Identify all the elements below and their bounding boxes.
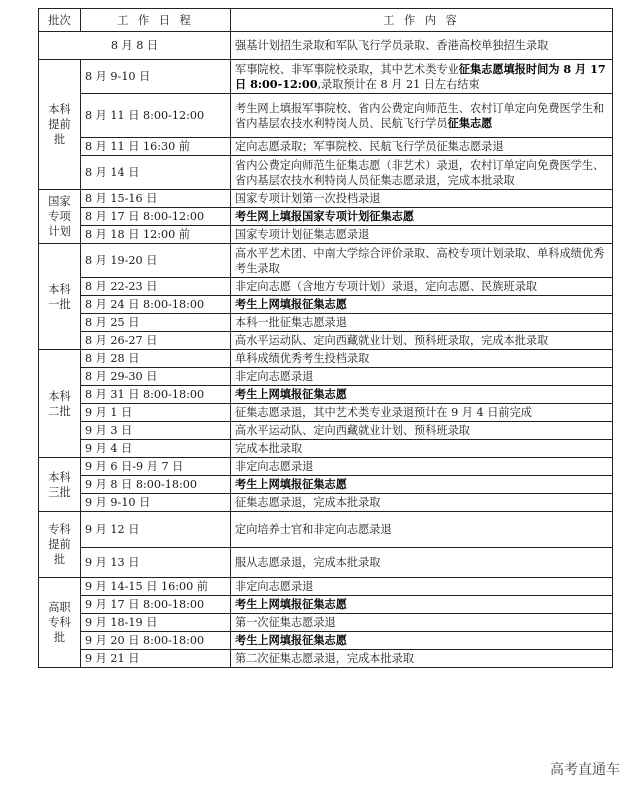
schedule-date: 8 月 24 日 8:00-18:00 [81, 296, 231, 314]
work-content [231, 208, 613, 226]
work-content: 完成本批录取 [231, 440, 613, 458]
schedule-row [39, 386, 613, 404]
schedule-row [39, 60, 613, 94]
schedule-row [39, 458, 613, 476]
schedule-date: 8 月 11 日 16:30 前 [81, 138, 231, 156]
schedule-date: 9 月 8 日 8:00-18:00 [81, 476, 231, 494]
work-content: 高水平运动队、定向西藏就业计划、预科班录取，完成本批录取 [231, 332, 613, 350]
schedule-date: 9 月 4 日 [81, 440, 231, 458]
schedule-date: 8 月 9-10 日 [81, 60, 231, 94]
schedule-row [39, 632, 613, 650]
content-bold-segment: 征集志愿 [447, 115, 493, 130]
work-content [231, 596, 613, 614]
work-content: 非定向志愿录退 [231, 368, 613, 386]
batch-label: 本科一批 [39, 244, 81, 350]
schedule-date: 8 月 26-27 日 [81, 332, 231, 350]
work-content: 国家专项计划第一次投档录退 [231, 190, 613, 208]
work-content: 本科一批征集志愿录退 [231, 314, 613, 332]
content-bold-segment: 考生上网填报征集志愿 [235, 477, 347, 491]
work-content: 高水平艺术团、中南大学综合评价录取、高校专项计划录取、单科成绩优秀考生录取 [231, 244, 613, 278]
schedule-row [39, 208, 613, 226]
batch-label: 国家专项计划 [39, 190, 81, 244]
schedule-row [39, 244, 613, 278]
work-content: 高水平运动队、定向西藏就业计划、预科班录取 [231, 422, 613, 440]
work-content: 征集志愿录退，其中艺术类专业录退预计在 9 月 4 日前完成 [231, 404, 613, 422]
work-content: 非定向志愿录退 [231, 578, 613, 596]
schedule-row [39, 278, 613, 296]
schedule-date: 9 月 18-19 日 [81, 614, 231, 632]
work-content: 定向志愿录取；军事院校、民航飞行学员征集志愿录退 [231, 138, 613, 156]
schedule-date: 8 月 17 日 8:00-12:00 [81, 208, 231, 226]
schedule-date: 8 月 22-23 日 [81, 278, 231, 296]
work-content: 第二次征集志愿录退，完成本批录取 [231, 650, 613, 668]
schedule-row [39, 156, 613, 190]
work-content: 定向培养士官和非定向志愿录退 [231, 512, 613, 548]
schedule-row [39, 548, 613, 578]
header-schedule: 工 作 日 程 [81, 9, 231, 32]
content-segment: 军事院校、非军事院校录取，其中艺术类专业 [235, 62, 459, 76]
schedule-date: 8 月 8 日 [39, 32, 231, 60]
work-content [231, 296, 613, 314]
work-content: 单科成绩优秀考生投档录取 [231, 350, 613, 368]
content-bold-segment: 征集志愿填报时间为 8 月 17 日 8:00-12:00 [235, 61, 606, 91]
work-content [231, 632, 613, 650]
batch-label: 本科二批 [39, 350, 81, 458]
header-row [39, 9, 613, 32]
schedule-date: 8 月 14 日 [81, 156, 231, 190]
schedule-row [39, 368, 613, 386]
schedule-row [39, 650, 613, 668]
schedule-date: 9 月 21 日 [81, 650, 231, 668]
schedule-row [39, 614, 613, 632]
schedule-row [39, 226, 613, 244]
batch-label: 本科提前批 [39, 60, 81, 190]
content-bold-segment: 考生上网填报征集志愿 [235, 297, 347, 311]
batch-label: 专科提前批 [39, 512, 81, 578]
schedule-row [39, 494, 613, 512]
work-content: 国家专项计划征集志愿录退 [231, 226, 613, 244]
schedule-date: 9 月 17 日 8:00-18:00 [81, 596, 231, 614]
schedule-row [39, 350, 613, 368]
schedule-row [39, 296, 613, 314]
work-content: 非定向志愿（含地方专项计划）录退，定向志愿、民族班录取 [231, 278, 613, 296]
schedule-date: 9 月 1 日 [81, 404, 231, 422]
work-content [231, 60, 613, 94]
content-bold-segment: 考生上网填报征集志愿 [235, 633, 347, 647]
batch-label: 本科三批 [39, 458, 81, 512]
batch-label: 高职专科批 [39, 578, 81, 668]
schedule-date: 9 月 3 日 [81, 422, 231, 440]
schedule-date: 8 月 18 日 12:00 前 [81, 226, 231, 244]
work-content [231, 476, 613, 494]
schedule-date: 8 月 25 日 [81, 314, 231, 332]
schedule-date: 8 月 15-16 日 [81, 190, 231, 208]
schedule-row [39, 404, 613, 422]
work-content: 非定向志愿录退 [231, 458, 613, 476]
schedule-row [39, 578, 613, 596]
work-content: 第一次征集志愿录退 [231, 614, 613, 632]
schedule-row [39, 190, 613, 208]
header-batch: 批次 [39, 9, 81, 32]
schedule-date: 8 月 11 日 8:00-12:00 [81, 94, 231, 138]
schedule-row [39, 32, 613, 60]
content-segment: 考生网上填报军事院校、省内公费定向师范生、农村订单定向免费医学生和省内基层农技水利特岗人员、民航飞行学员 [235, 101, 605, 130]
work-content: 服从志愿录退，完成本批录取 [231, 548, 613, 578]
schedule-row [39, 332, 613, 350]
schedule-date: 9 月 9-10 日 [81, 494, 231, 512]
watermark: 高考直通车 [550, 762, 620, 778]
schedule-row [39, 440, 613, 458]
content-bold-segment: 考生网上填报国家专项计划征集志愿 [235, 209, 415, 223]
content-bold-segment: 考生上网填报征集志愿 [235, 597, 347, 611]
schedule-date: 9 月 13 日 [81, 548, 231, 578]
schedule-date: 9 月 6 日-9 月 7 日 [81, 458, 231, 476]
schedule-row [39, 94, 613, 138]
content-bold-segment: 考生上网填报征集志愿 [235, 387, 347, 401]
schedule-date: 9 月 20 日 8:00-18:00 [81, 632, 231, 650]
schedule-row [39, 596, 613, 614]
schedule-date: 9 月 14-15 日 16:00 前 [81, 578, 231, 596]
schedule-date: 8 月 28 日 [81, 350, 231, 368]
schedule-row [39, 476, 613, 494]
schedule-row [39, 512, 613, 548]
admission-schedule-table [38, 8, 613, 668]
work-content [231, 94, 613, 138]
schedule-date: 8 月 19-20 日 [81, 244, 231, 278]
work-content: 省内公费定向师范生征集志愿（非艺术）录退，农村订单定向免费医学生、省内基层农技水利特岗人员征集志愿录退，完成本批录取 [231, 156, 613, 190]
schedule-date: 9 月 12 日 [81, 512, 231, 548]
header-content: 工 作 内 容 [231, 9, 613, 32]
schedule-date: 8 月 29-30 日 [81, 368, 231, 386]
work-content: 征集志愿录退，完成本批录取 [231, 494, 613, 512]
schedule-row [39, 138, 613, 156]
schedule-row [39, 422, 613, 440]
content-segment: ,录取预计在 8 月 21 日左右结束 [317, 77, 480, 91]
work-content [231, 386, 613, 404]
work-content: 强基计划招生录取和军队飞行学员录取、香港高校单独招生录取 [231, 32, 613, 60]
schedule-date: 8 月 31 日 8:00-18:00 [81, 386, 231, 404]
schedule-row [39, 314, 613, 332]
